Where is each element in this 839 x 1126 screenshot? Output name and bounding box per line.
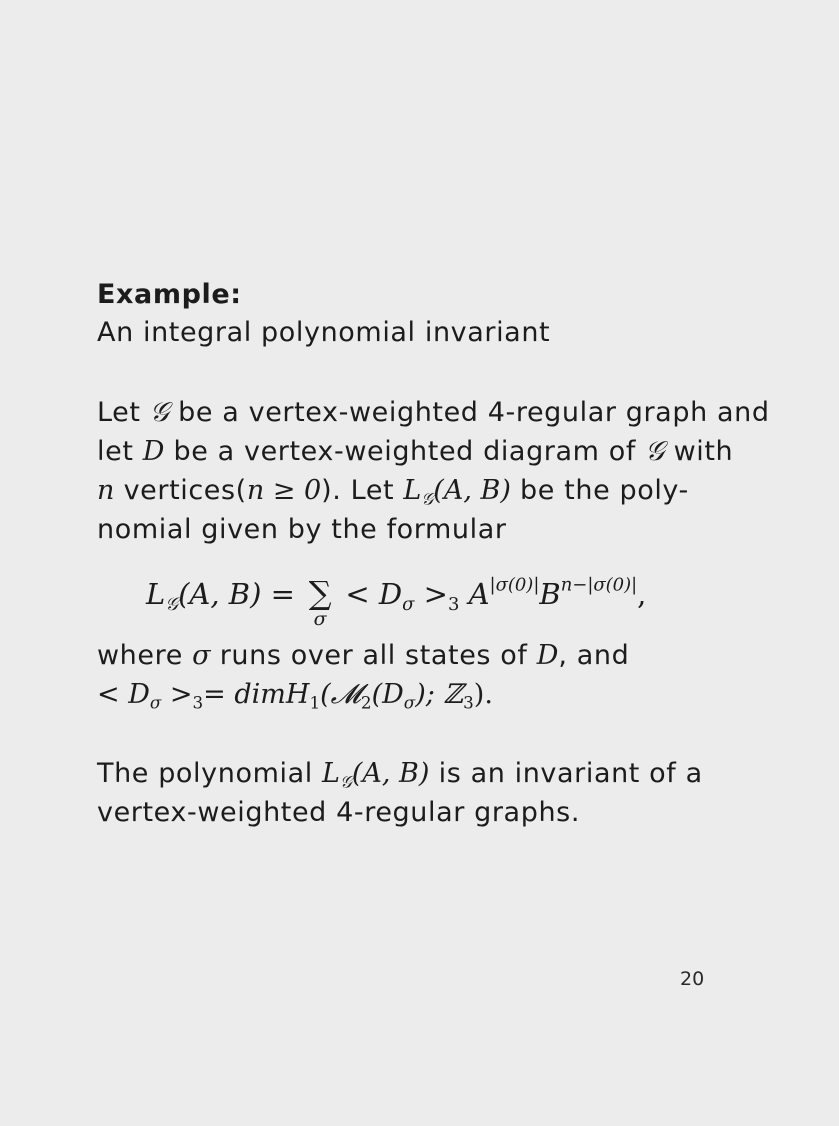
para3-line2: vertex-weighted 4-regular graphs. xyxy=(97,797,581,828)
para1-line1: Let 𝒢 be a vertex-weighted 4-regular graph and xyxy=(97,397,770,428)
sum-index: σ xyxy=(313,608,327,630)
example-heading: Example: xyxy=(97,279,242,310)
page-number: 20 xyxy=(680,968,705,990)
summation-symbol: ∑ σ xyxy=(308,574,332,630)
para1-line3: n vertices(n ≥ 0). Let $L_𝒢(A$, B) be the poly- xyxy=(97,475,689,509)
para2-line1: where σ runs over all states of D, and xyxy=(97,640,630,671)
para3-line1: The polynomial $L_𝒢(A$, B) is an invariant of a xyxy=(97,758,703,792)
display-formula: $L_𝒢(A$, B) = ∑ σ < $D_\sigma >_3$ $A^{|\sigma(0)|}B^{n-|\sigma(0)|}$, xyxy=(146,574,647,630)
subtitle: An integral polynomial invariant xyxy=(97,317,551,348)
para1-line2: let D be a vertex-weighted diagram of 𝒢 with xyxy=(97,436,734,467)
para1-line4: nomial given by the formular xyxy=(97,514,507,545)
para2-line2: < $D_\sigma >_3=$ $dimH_1(𝓜_2(D_\sigma)$; ℤ$_3$). xyxy=(97,679,493,713)
